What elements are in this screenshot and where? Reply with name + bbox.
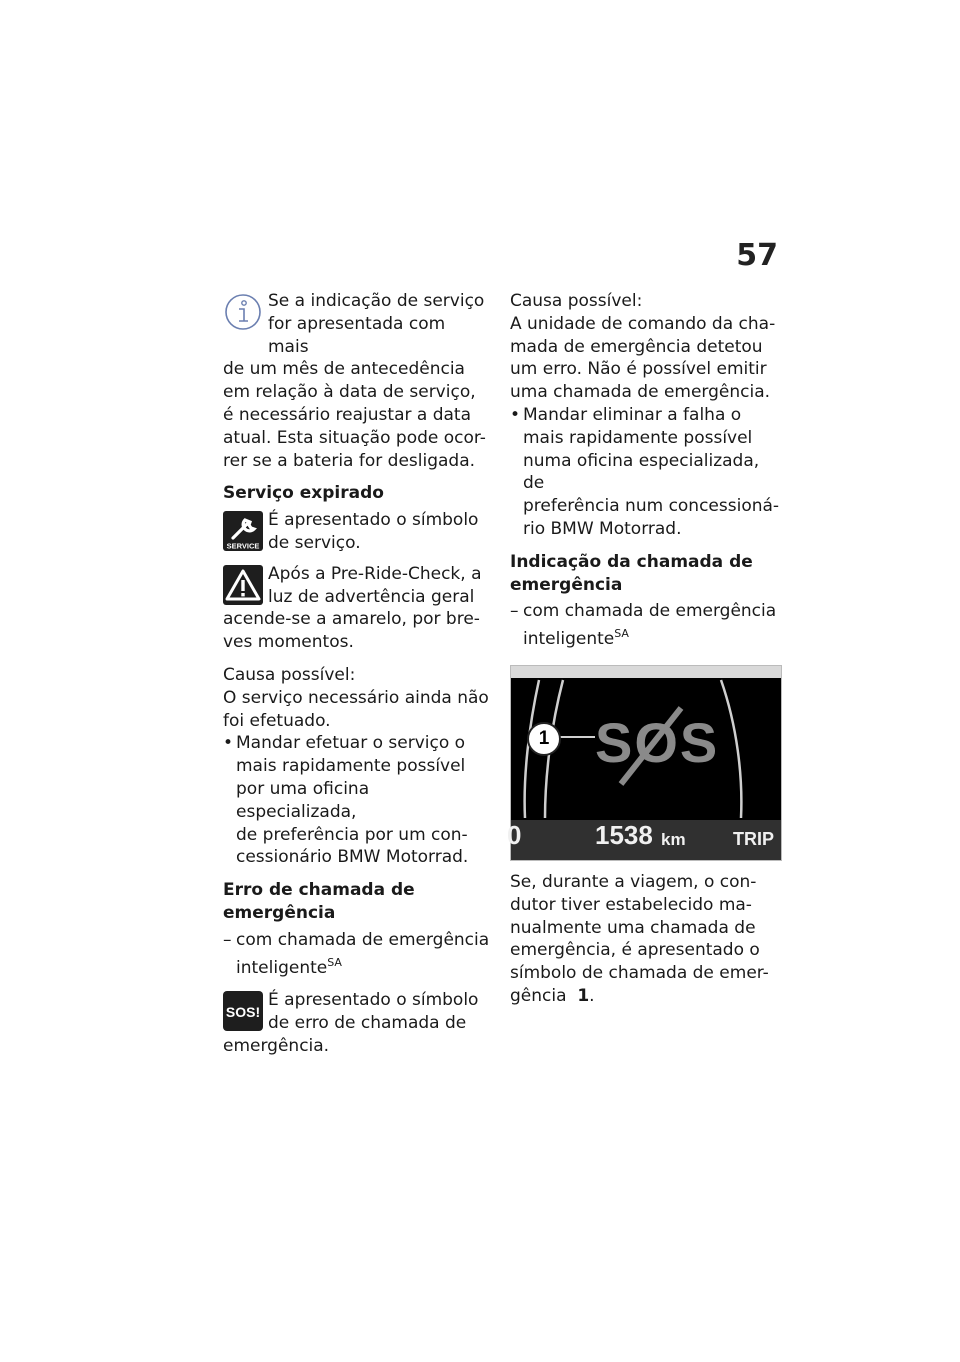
info-note-line: é necessário reajustar a data xyxy=(223,404,471,425)
bullet-item xyxy=(223,732,491,869)
info-note xyxy=(223,290,491,472)
cause-line: um erro. Não é possível emitir xyxy=(510,359,767,380)
dash-line: inteligente xyxy=(523,629,615,650)
bullet-line: preferência num concessioná- xyxy=(523,496,780,517)
figure-unit: km xyxy=(661,829,686,849)
final-line: nualmente uma chamada de xyxy=(510,917,756,938)
info-note-line: rer se a bateria for desligada. xyxy=(223,450,476,471)
sa-superscript: SA xyxy=(614,627,629,641)
figure-trip: TRIP xyxy=(733,828,775,849)
bullet-line: cessionário BMW Motorrad. xyxy=(236,847,469,868)
bullet-mark: • xyxy=(510,404,521,425)
warning-triangle-icon xyxy=(223,565,263,612)
figure-odometer: 1538 xyxy=(595,819,653,850)
dash-item xyxy=(510,600,782,651)
dash-item xyxy=(223,929,491,980)
info-note-line: atual. Esta situação pode ocor- xyxy=(223,427,486,448)
info-note-line: for apresentada com mais xyxy=(268,313,446,357)
cause-label: Causa possível: xyxy=(510,291,643,311)
right-cause-para xyxy=(510,290,782,404)
final-line: gência xyxy=(510,985,567,1006)
final-line: símbolo de chamada de emer- xyxy=(510,963,769,984)
warning-para xyxy=(223,563,491,654)
warning-line: luz de advertência geral xyxy=(268,586,475,607)
final-para xyxy=(510,871,782,1008)
bullet-line: de preferência por um con- xyxy=(236,824,468,845)
sa-superscript: SA xyxy=(327,955,342,969)
service-symbol-para xyxy=(223,509,491,555)
figure-bottom-bar xyxy=(507,819,781,860)
sos-error-para xyxy=(223,989,491,1057)
indication-heading-line: emergência xyxy=(510,574,623,595)
figure-callout-1: 1 xyxy=(527,722,561,756)
final-line: emergência, é apresentado o xyxy=(510,940,760,961)
cause-line: foi efetuado. xyxy=(223,710,331,731)
sos-line: emergência. xyxy=(223,1035,330,1056)
figure-left-digit: 0 xyxy=(507,819,522,850)
final-ref-number: 1 xyxy=(577,985,590,1006)
dash-line: com chamada de emergência xyxy=(523,601,777,622)
dash-line: inteligente xyxy=(236,957,328,978)
error-heading-line: emergência xyxy=(223,902,336,923)
cause-line: mada de emergência detetou xyxy=(510,336,763,357)
dash-line: com chamada de emergência xyxy=(236,929,490,950)
bullet-line: numa oficina especializada, de xyxy=(523,450,760,494)
info-note-line: Se a indicação de serviço xyxy=(268,291,485,311)
indication-heading xyxy=(510,551,782,597)
error-heading-line: Erro de chamada de xyxy=(223,880,415,901)
bullet-line: por uma oficina especializada, xyxy=(236,778,370,822)
bullet-line: Mandar eliminar a falha o xyxy=(523,404,742,425)
info-icon xyxy=(223,292,263,339)
info-note-line: de um mês de antecedência xyxy=(223,359,465,380)
bullet-line: mais rapidamente possível xyxy=(236,756,466,777)
cause-line: uma chamada de emergência. xyxy=(510,382,771,403)
sos-error-icon xyxy=(223,991,263,1038)
left-column xyxy=(223,290,491,1058)
bullet-line: rio BMW Motorrad. xyxy=(523,518,682,539)
service-symbol-line: de serviço. xyxy=(268,532,361,553)
right-column xyxy=(507,290,782,1008)
dash-mark: – xyxy=(510,601,519,622)
bullet-line: Mandar efetuar o serviço o xyxy=(236,733,466,754)
cause-line: O serviço necessário ainda não xyxy=(223,687,489,708)
cause-para xyxy=(223,664,491,732)
final-line: dutor tiver estabelecido ma- xyxy=(510,894,752,915)
bullet-item xyxy=(510,404,782,541)
final-line: Se, durante a viagem, o con- xyxy=(510,871,757,892)
warning-line: acende-se a amarelo, por bre- xyxy=(223,609,480,630)
cause-line: A unidade de comando da cha- xyxy=(510,313,776,334)
service-wrench-icon xyxy=(223,511,263,558)
sos-line: É apresentado o símbolo xyxy=(268,990,479,1011)
final-period: . xyxy=(589,985,595,1006)
service-icon-label: SERVICE xyxy=(226,541,260,551)
bullet-mark: • xyxy=(223,733,234,754)
sos-icon-label: SOS! xyxy=(225,1004,261,1021)
service-symbol-line: É apresentado o símbolo xyxy=(268,510,479,531)
bullet-line: mais rapidamente possível xyxy=(523,427,753,448)
info-note-line: em relação à data de serviço, xyxy=(223,382,476,403)
cause-label: Causa possível: xyxy=(223,664,356,685)
dashboard-figure xyxy=(507,665,782,861)
figure-sos-symbol: SOS xyxy=(595,710,720,774)
dash-mark: – xyxy=(223,929,232,950)
warning-line: ves momentos. xyxy=(223,632,354,653)
indication-heading-line: Indicação da chamada de xyxy=(510,551,753,572)
warning-line: Após a Pre-Ride-Check, a xyxy=(268,563,482,584)
page-number: 57 xyxy=(736,238,778,273)
sos-line: de erro de chamada de xyxy=(268,1013,467,1034)
service-heading: Serviço expirado xyxy=(223,483,384,504)
error-heading xyxy=(223,879,491,925)
